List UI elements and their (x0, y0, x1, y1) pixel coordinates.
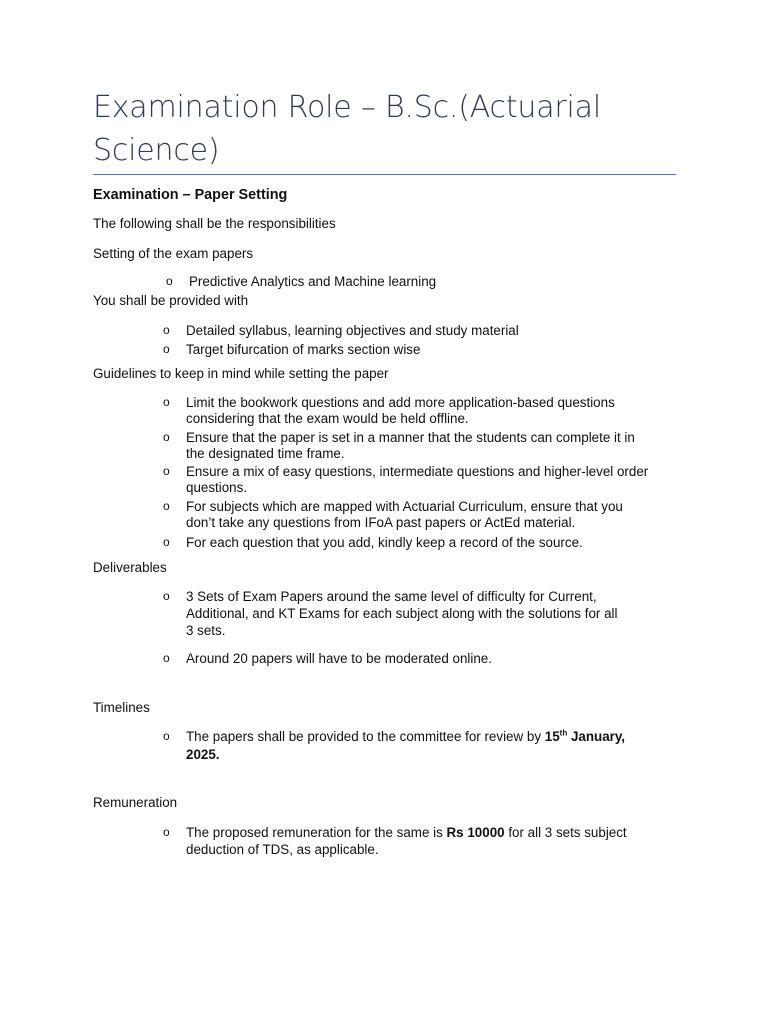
remuneration-label: Remuneration (93, 795, 178, 810)
guideline-line: questions. (186, 480, 248, 495)
deliverable-line: 3 sets. (186, 623, 226, 638)
deliverable-line: Around 20 papers will have to be moderated online. (186, 651, 492, 666)
bullet-marker: o (163, 499, 170, 513)
bullet-marker: o (163, 729, 170, 743)
setting-item-text: Predictive Analytics and Machine learning (189, 274, 437, 289)
deliverables-label: Deliverables (93, 560, 167, 575)
section-heading: Examination – Paper Setting (93, 187, 288, 203)
guideline-line: don’t take any questions from IFoA past papers or ActEd material. (186, 515, 576, 530)
bullet-marker: o (163, 651, 170, 665)
guideline-line: Ensure a mix of easy questions, intermediate questions and higher-level order (186, 464, 649, 479)
bullet-marker: o (163, 430, 170, 444)
bullet-marker: o (163, 825, 170, 839)
guideline-line: Ensure that the paper is set in a manner that the students can complete it in (186, 430, 635, 445)
provided-item-text: Target bifurcation of marks section wise (186, 342, 421, 357)
deliverable-line: Additional, and KT Exams for each subject along with the solutions for all (186, 606, 618, 621)
guideline-line: the designated time frame. (186, 446, 345, 461)
deliverable-line: 3 Sets of Exam Papers around the same level of difficulty for Current, (186, 589, 597, 604)
remuneration-text: The proposed remuneration for the same is (186, 825, 447, 840)
timelines-text: The papers shall be provided to the committee for review by (186, 729, 545, 744)
timelines-line (186, 728, 625, 745)
bullet-marker: o (163, 464, 170, 478)
guidelines-label: Guidelines to keep in mind while setting the paper (93, 366, 389, 381)
bullet-marker: o (163, 395, 170, 409)
bullet-marker: o (163, 589, 170, 603)
timelines-label: Timelines (93, 700, 150, 715)
title-underline (93, 174, 676, 175)
document-title: Examination Role – B.Sc.(Actuarial Science) (93, 90, 601, 168)
remuneration-line (186, 824, 627, 841)
deadline-year: 2025. (186, 747, 220, 762)
setting-label: Setting of the exam papers (93, 246, 254, 261)
deadline-day-suffix: th (559, 728, 568, 738)
bullet-marker: o (166, 274, 173, 288)
remuneration-amount: Rs 10000 (446, 825, 505, 840)
provided-item-text: Detailed syllabus, learning objectives and study material (186, 323, 519, 338)
timelines-line (186, 746, 220, 763)
guideline-line: considering that the exam would be held offline. (186, 411, 469, 426)
bullet-marker: o (163, 323, 170, 337)
bullet-marker: o (163, 535, 170, 549)
guideline-line: Limit the bookwork questions and add more application-based questions (186, 395, 615, 410)
guideline-line: For each question that you add, kindly keep a record of the source. (186, 535, 583, 550)
remuneration-text: for all 3 sets subject (504, 825, 627, 840)
bullet-marker: o (163, 342, 170, 356)
intro-text: The following shall be the responsibilities (93, 216, 336, 231)
deadline-day: 15 (544, 729, 560, 744)
deadline-month: January, (567, 729, 626, 744)
provided-label: You shall be provided with (93, 293, 249, 308)
remuneration-line: deduction of TDS, as applicable. (186, 842, 379, 857)
guideline-line: For subjects which are mapped with Actuarial Curriculum, ensure that you (186, 499, 623, 514)
